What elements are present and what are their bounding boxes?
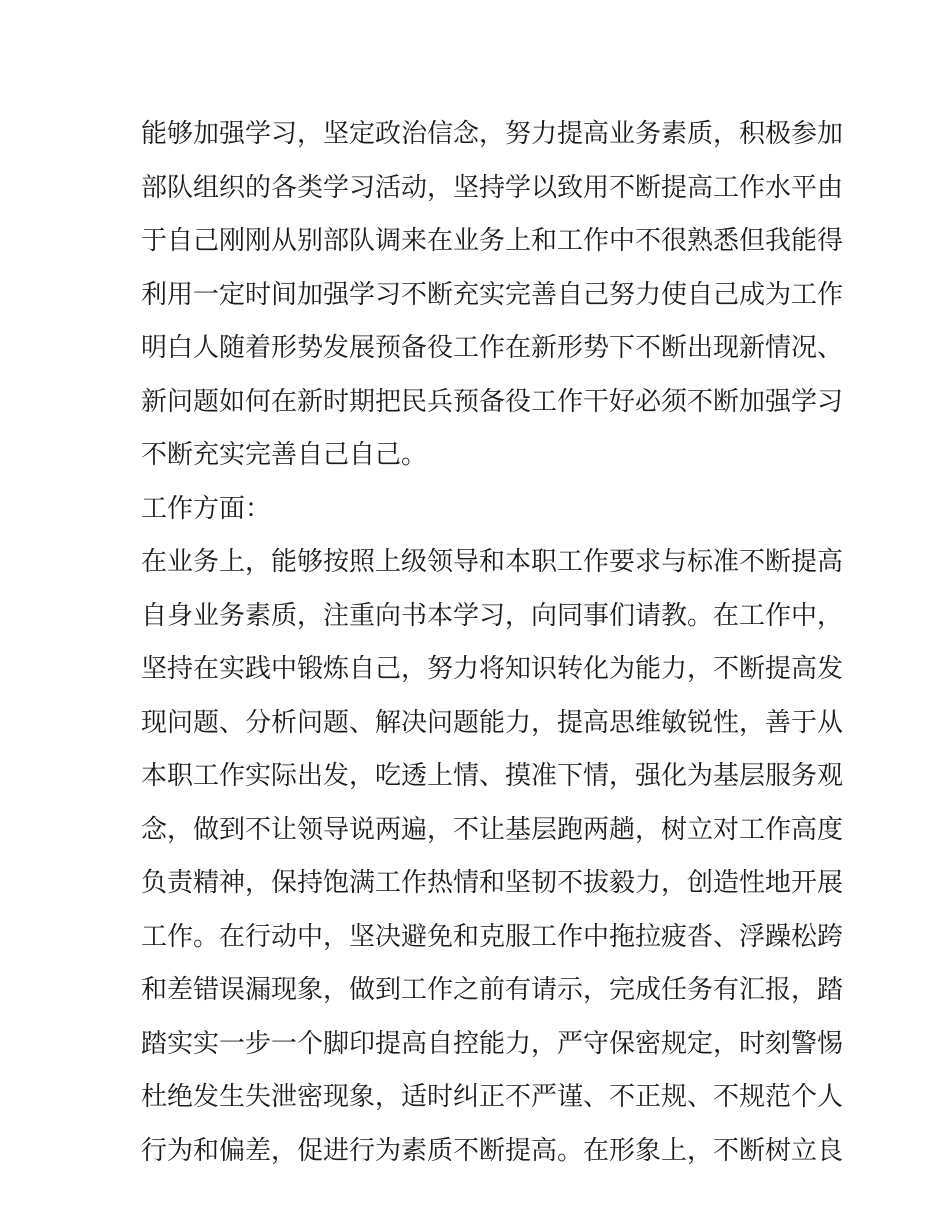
text-line: 自身业务素质，注重向书本学习，向同事们请教。在工作中， [141,600,844,631]
text-line: 负责精神，保持饱满工作热情和坚韧不拔毅力，创造性地开展 [141,868,844,898]
text-line: 杜绝发生失泄密现象，适时纠正不严谨、不正规、不规范个人 [141,1082,844,1112]
body-text [141,108,844,1178]
text-line: 工作。在行动中，坚决避免和克服工作中拖拉疲沓、浮躁松跨 [141,921,844,952]
text-line: 不断充实完善自己自己。 [141,440,428,470]
text-line: 新问题如何在新时期把民兵预备役工作干好必须不断加强学习 [141,386,844,417]
text-line: 本职工作实际出发，吃透上情、摸准下情，强化为基层服务观 [141,761,844,791]
text-line: 和差错误漏现象，做到工作之前有请示，完成任务有汇报，踏 [141,975,844,1005]
text-line: 行为和偏差，促进行为素质不断提高。在形象上，不断树立良 [141,1135,844,1166]
text-line: 明白人随着形势发展预备役工作在新形势下不断出现新情况、 [141,333,844,363]
text-line: 利用一定时间加强学习不断充实完善自己努力使自己成为工作 [141,279,844,310]
text-line: 现问题、分析问题、解决问题能力，提高思维敏锐性，善于从 [141,707,844,738]
text-line: 于自己刚刚从别部队调来在业务上和工作中不很熟悉但我能得 [141,226,844,256]
text-line: 能够加强学习，坚定政治信念，努力提高业务素质，积极参加 [141,119,844,149]
text-line: 部队组织的各类学习活动，坚持学以致用不断提高工作水平由 [141,172,844,203]
text-line: 在业务上，能够按照上级领导和本职工作要求与标准不断提高 [141,547,844,577]
text-line: 坚持在实践中锻炼自己，努力将知识转化为能力，不断提高发 [141,654,844,684]
text-line: 念，做到不让领导说两遍，不让基层跑两趟，树立对工作高度 [141,814,844,845]
section-heading: 工作方面： [141,493,272,524]
text-line: 踏实实一步一个脚印提高自控能力，严守保密规定，时刻警惕 [141,1028,844,1059]
